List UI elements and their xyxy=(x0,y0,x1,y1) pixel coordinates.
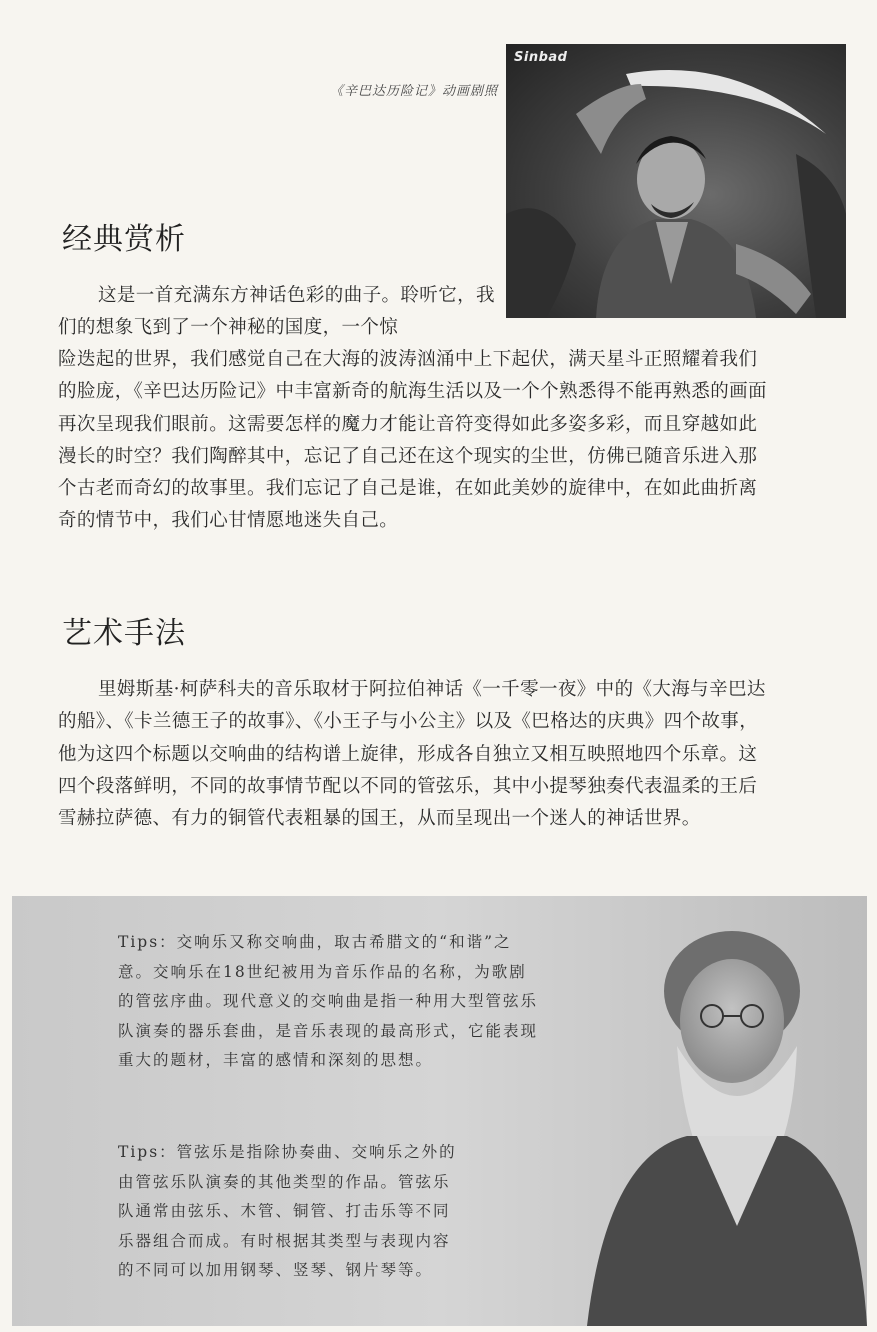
paragraph-text: 里姆斯基·柯萨科夫的音乐取材于阿拉伯神话《一千零一夜》中的《大海与辛巴达的船》、《卡兰德王子的故事》、《小王子与小公主》以及《巴格达的庆典》四个故事，他为这四个标题以交响曲的结构谱上旋律，形成各自独立又相互映照地四个乐章。这四个段落鲜明，不同的故事情节配以不同的管弦乐，其中小提琴独奏代表温柔的王后雪赫拉萨德、有力的铜管代表粗暴的国王，从而呈现出一个迷人的神话世界。 xyxy=(58,679,766,830)
film-logo: Sinbad xyxy=(514,50,568,65)
paragraph-artistic-technique xyxy=(58,674,770,835)
section-heading-classic-appreciation: 经典赏析 xyxy=(62,222,186,257)
figure-caption: 《辛巴达历险记》动画剧照 xyxy=(329,84,498,99)
sinbad-illustration xyxy=(506,44,846,318)
composer-portrait xyxy=(567,896,867,1326)
section-heading-artistic-technique: 艺术手法 xyxy=(62,616,186,651)
tips-panel xyxy=(12,896,867,1326)
tip-orchestral-music: Tips：管弦乐是指除协奏曲、交响乐之外的由管弦乐队演奏的其他类型的作品。管弦乐队通常由弦乐、木管、铜管、打击乐等不同乐器组合而成。有时根据其类型与表现内容的不同可以加用钢琴、竖琴、钢片琴等。 xyxy=(118,1143,457,1279)
tip-symphony: Tips：交响乐又称交响曲，取古希腊文的“和谐”之意。交响乐在18世纪被用为音乐作品的名称，为歌剧的管弦序曲。现代意义的交响曲是指一种用大型管弦乐队演奏的器乐套曲，是音乐表现的最高形式，它能表现重大的题材，丰富的感情和深刻的思想。 xyxy=(118,933,539,1069)
sinbad-film-still xyxy=(506,44,846,318)
paragraph-classic-continued: 险迭起的世界，我们感觉自己在大海的波涛汹涌中上下起伏，满天星斗正照耀着我们的脸庞，《辛巴达历险记》中丰富新奇的航海生活以及一个个熟悉得不能再熟悉的画面再次呈现我们眼前。这需要怎样的魔力才能让音符变得如此多姿多彩，而且穿越如此漫长的时空？我们陶醉其中，忘记了自己还在这个现实的尘世，仿佛已随音乐进入那个古老而奇幻的故事里。我们忘记了自己是谁，在如此美妙的旋律中，在如此曲折离奇的情节中，我们心甘情愿地迷失自己。 xyxy=(58,349,767,532)
paragraph-text: 这是一首充满东方神话色彩的曲子。聆听它，我们的想象飞到了一个神秘的国度，一个惊 xyxy=(58,285,495,339)
paragraph-classic-intro xyxy=(58,280,498,345)
